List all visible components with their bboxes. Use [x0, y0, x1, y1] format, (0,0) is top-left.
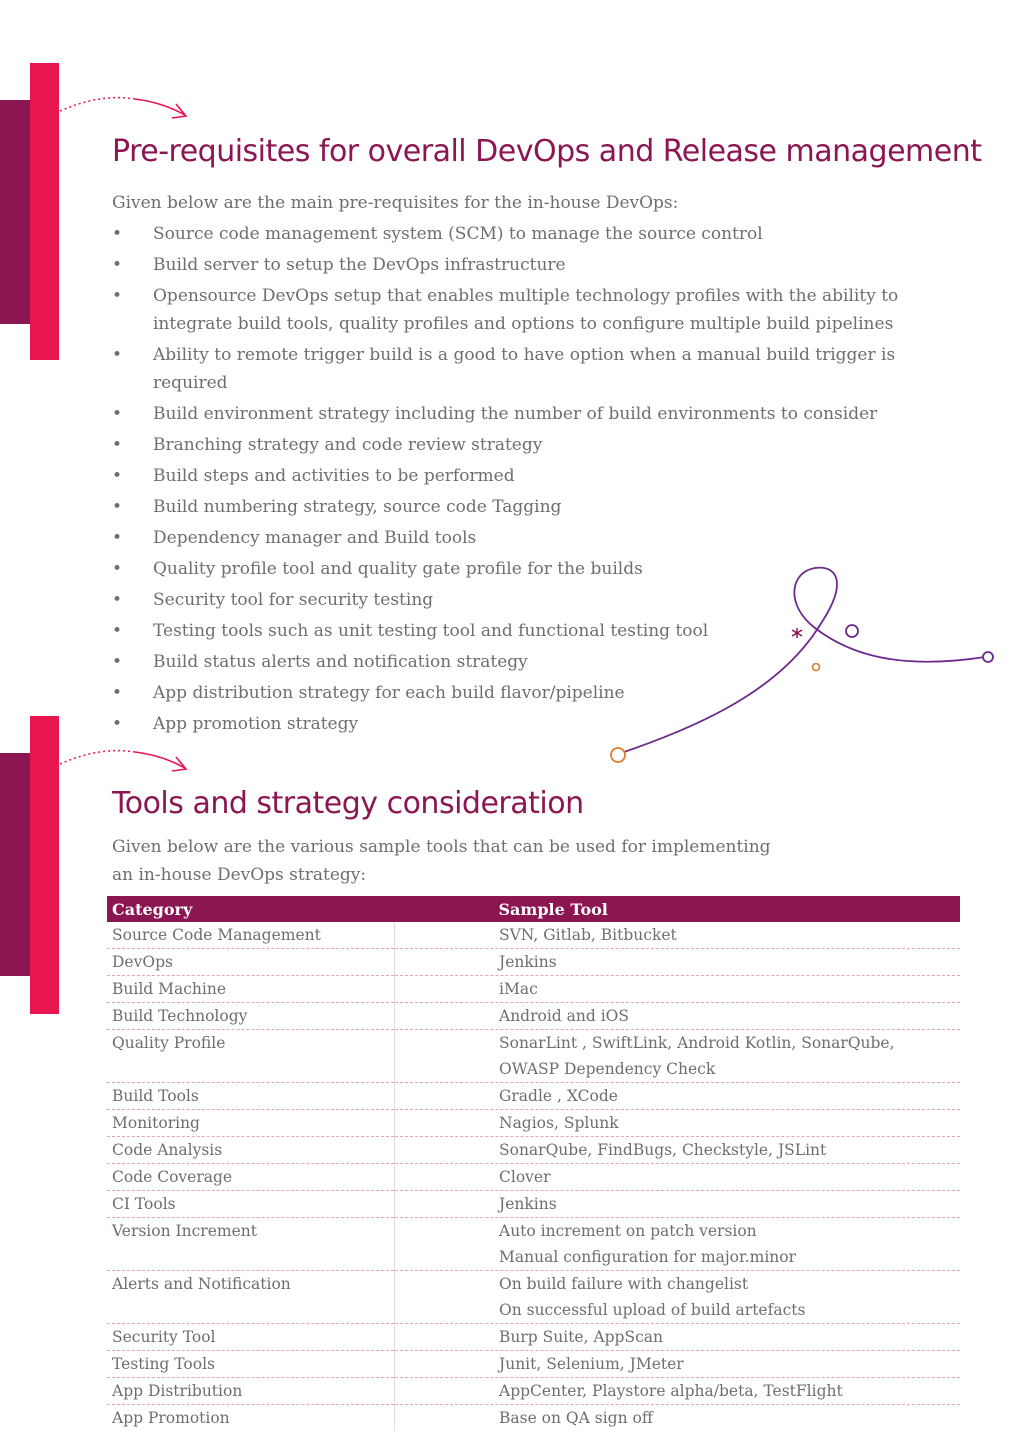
list-item: • Source code management system (SCM) to manage the source control — [112, 220, 972, 248]
cell-sample-tool — [395, 976, 961, 1003]
table-row — [107, 1218, 960, 1271]
table-row — [107, 1271, 960, 1324]
list-item: • Build environment strategy including the number of build environments to consider — [112, 400, 972, 428]
cell-category: Testing Tools — [107, 1351, 395, 1378]
cell-category: Build Technology — [107, 1003, 395, 1030]
bullet-icon: • — [112, 652, 123, 672]
cell-category: Quality Profile — [107, 1030, 395, 1083]
tool-line: Gradle , XCode — [499, 1087, 618, 1105]
intro-line-1: Given below are the various sample tools that can be used for implementing — [112, 837, 771, 857]
bullet-icon: • — [112, 286, 123, 306]
cell-sample-tool — [395, 922, 961, 949]
list-item: • Testing tools such as unit testing tool and functional testing tool — [112, 617, 972, 645]
cell-category: Code Analysis — [107, 1137, 395, 1164]
table-row — [107, 949, 960, 976]
intro-line-2: an in-house DevOps strategy: — [112, 865, 367, 885]
tool-line: iMac — [499, 980, 538, 998]
bullet-icon: • — [112, 345, 123, 365]
arrow-head-top — [172, 104, 186, 118]
table-row — [107, 976, 960, 1003]
list-item: • Dependency manager and Build tools — [112, 524, 972, 552]
cell-category: Code Coverage — [107, 1164, 395, 1191]
table-header-row — [107, 896, 960, 922]
section-intro-prerequisites: Given below are the main pre-requisites for the in-house DevOps: — [112, 193, 679, 213]
table-row — [107, 1083, 960, 1110]
cell-sample-tool — [395, 1271, 961, 1324]
list-item: • Build status alerts and notification strategy — [112, 648, 972, 676]
bullet-icon: • — [112, 683, 123, 703]
bullet-icon: • — [112, 497, 123, 517]
tool-line: Auto increment on patch version — [499, 1222, 757, 1240]
swirl-end-circle — [983, 652, 993, 662]
tools-table — [107, 896, 960, 1431]
list-item: • App promotion strategy — [112, 710, 972, 738]
tool-line: SonarQube, FindBugs, Checkstyle, JSLint — [499, 1141, 827, 1159]
table-row — [107, 1324, 960, 1351]
list-item: • Build numbering strategy, source code Tagging — [112, 493, 972, 521]
prerequisites-list — [112, 220, 972, 741]
tool-line: On successful upload of build artefacts — [499, 1301, 806, 1319]
bullet-icon: • — [112, 559, 123, 579]
list-item: • Build steps and activities to be performed — [112, 462, 972, 490]
tool-line: Junit, Selenium, JMeter — [499, 1355, 684, 1373]
cell-category: DevOps — [107, 949, 395, 976]
list-item: • Security tool for security testing — [112, 586, 972, 614]
cell-category: App Promotion — [107, 1405, 395, 1432]
arrow-head-bottom — [172, 757, 186, 771]
table-row — [107, 922, 960, 949]
cell-sample-tool — [395, 1218, 961, 1271]
cell-sample-tool — [395, 1191, 961, 1218]
tool-line: AppCenter, Playstore alpha/beta, TestFlight — [499, 1382, 843, 1400]
dotted-arrow-bottom — [60, 751, 135, 764]
tool-line: On build failure with changelist — [499, 1275, 749, 1293]
cell-sample-tool — [395, 1030, 961, 1083]
tool-line: Jenkins — [499, 1195, 557, 1213]
section-title-prerequisites: Pre-requisites for overall DevOps and Release management — [112, 134, 982, 169]
cell-sample-tool — [395, 1003, 961, 1030]
bullet-icon: • — [112, 714, 123, 734]
tools-table-body — [107, 922, 960, 1431]
tool-line: Android and iOS — [499, 1007, 630, 1025]
header-sample-tool: Sample Tool — [395, 896, 961, 922]
cell-category: Build Machine — [107, 976, 395, 1003]
bullet-icon: • — [112, 404, 123, 424]
list-item: • App distribution strategy for each build flavor/pipeline — [112, 679, 972, 707]
cell-sample-tool — [395, 949, 961, 976]
cell-sample-tool — [395, 1351, 961, 1378]
list-item: • Branching strategy and code review strategy — [112, 431, 972, 459]
table-row — [107, 1110, 960, 1137]
list-item: • Build server to setup the DevOps infrastructure — [112, 251, 972, 279]
swirl-start-circle — [611, 748, 625, 762]
header-category: Category — [107, 896, 395, 922]
bullet-icon: • — [112, 621, 123, 641]
section-intro-tools — [112, 833, 771, 889]
bullet-icon: • — [112, 255, 123, 275]
cell-category: Alerts and Notification — [107, 1271, 395, 1324]
cell-category: Monitoring — [107, 1110, 395, 1137]
cell-sample-tool — [395, 1137, 961, 1164]
dotted-arrow-top — [60, 98, 135, 111]
cell-category: Security Tool — [107, 1324, 395, 1351]
tool-line: Nagios, Splunk — [499, 1114, 619, 1132]
cell-sample-tool — [395, 1083, 961, 1110]
cell-category: Source Code Management — [107, 922, 395, 949]
bullet-icon: • — [112, 528, 123, 548]
tool-line: SonarLint , SwiftLink, Android Kotlin, SonarQube, — [499, 1034, 895, 1052]
table-row — [107, 1405, 960, 1432]
list-item: • Opensource DevOps setup that enables multiple technology profiles with the ability to integrate build tools, quality profiles and options to configure multiple build pipelines — [112, 282, 972, 338]
table-row — [107, 1030, 960, 1083]
cell-category: Version Increment — [107, 1218, 395, 1271]
table-row — [107, 1351, 960, 1378]
table-row — [107, 1164, 960, 1191]
tool-line: Manual configuration for major.minor — [499, 1248, 797, 1266]
cell-sample-tool — [395, 1405, 961, 1432]
table-row — [107, 1191, 960, 1218]
cell-sample-tool — [395, 1110, 961, 1137]
bullet-icon: • — [112, 224, 123, 244]
table-row — [107, 1003, 960, 1030]
cell-category: CI Tools — [107, 1191, 395, 1218]
table-row — [107, 1137, 960, 1164]
cell-category: Build Tools — [107, 1083, 395, 1110]
list-item: • Ability to remote trigger build is a good to have option when a manual build trigger is required — [112, 341, 972, 397]
cell-sample-tool — [395, 1324, 961, 1351]
tool-line: Jenkins — [499, 953, 557, 971]
bullet-icon: • — [112, 466, 123, 486]
tool-line: SVN, Gitlab, Bitbucket — [499, 926, 677, 944]
bullet-icon: • — [112, 590, 123, 610]
cell-category: App Distribution — [107, 1378, 395, 1405]
section-title-tools: Tools and strategy consideration — [112, 786, 584, 821]
cell-sample-tool — [395, 1164, 961, 1191]
tool-line: Base on QA sign off — [499, 1409, 653, 1427]
tool-line: OWASP Dependency Check — [499, 1060, 716, 1078]
cell-sample-tool — [395, 1378, 961, 1405]
tool-line: Burp Suite, AppScan — [499, 1328, 664, 1346]
bullet-icon: • — [112, 435, 123, 455]
tool-line: Clover — [499, 1168, 551, 1186]
list-item: • Quality profile tool and quality gate profile for the builds — [112, 555, 972, 583]
table-row — [107, 1378, 960, 1405]
